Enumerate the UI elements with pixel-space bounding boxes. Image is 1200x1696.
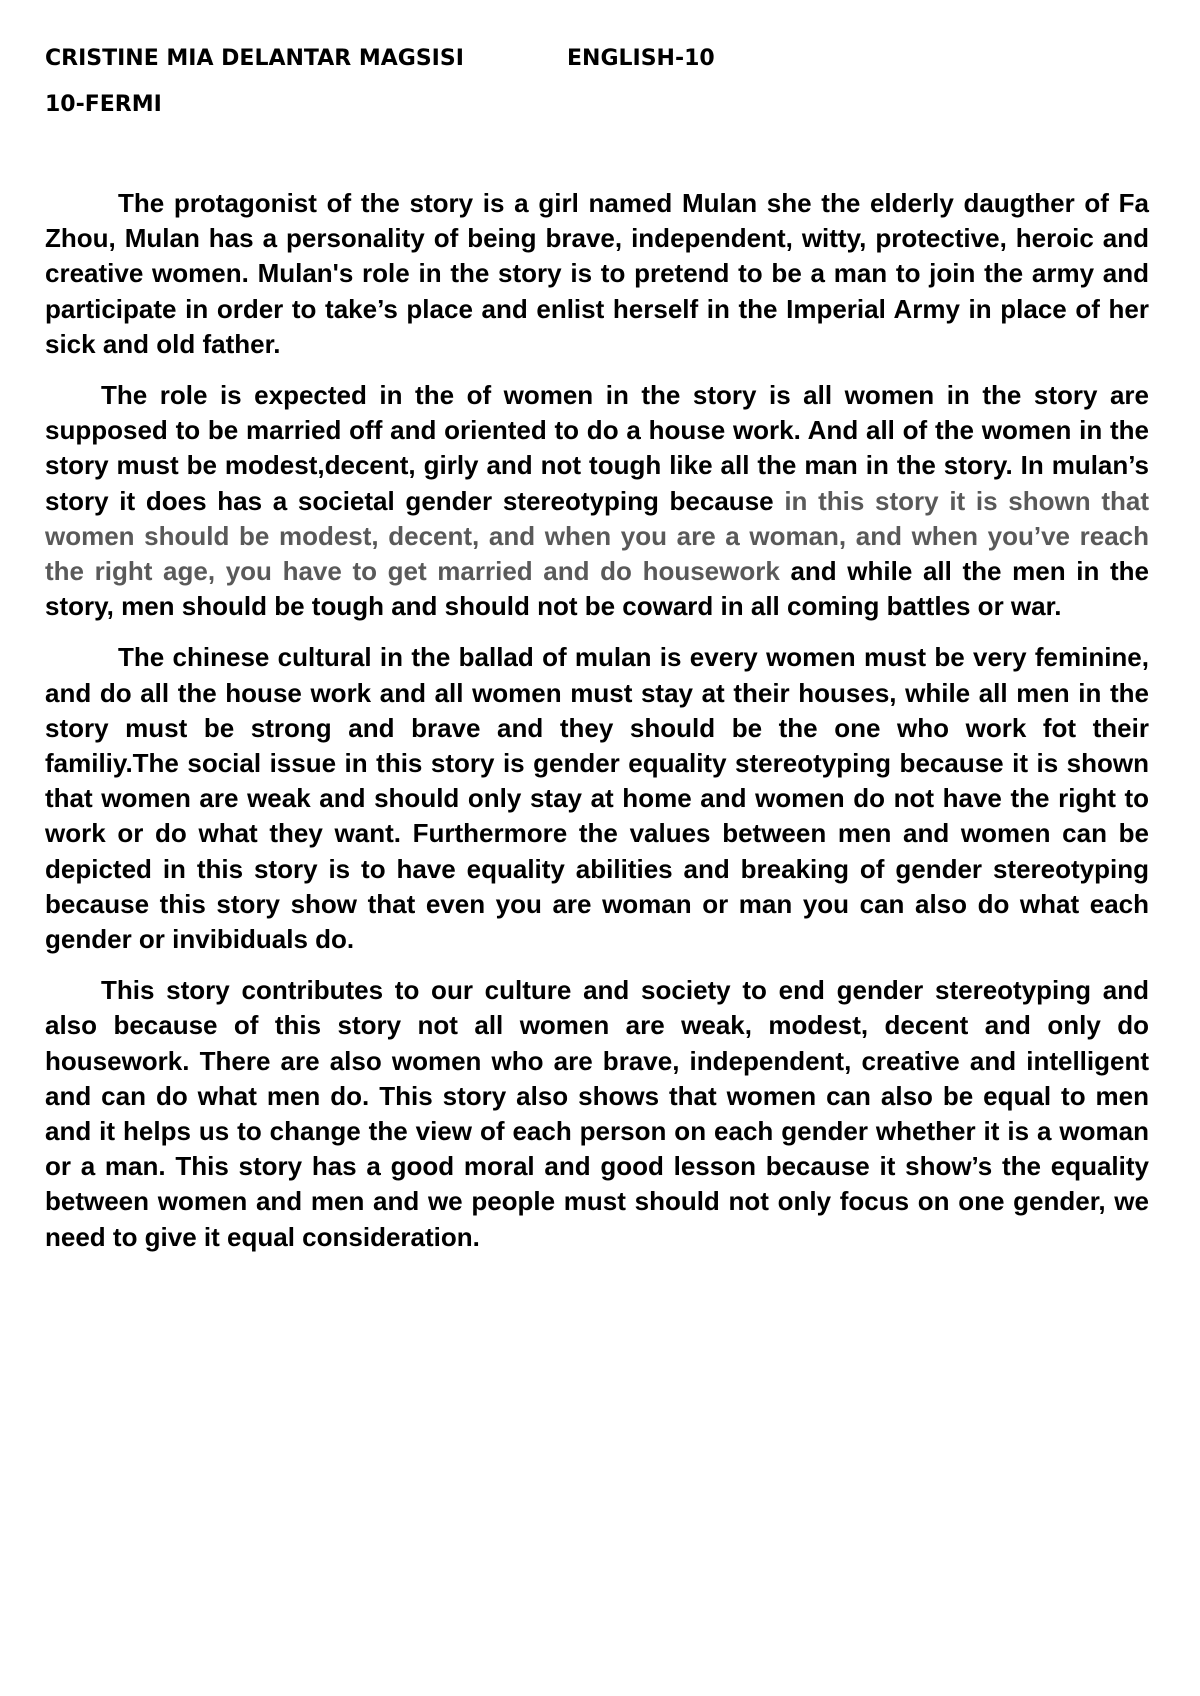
paragraph-2-part-3: and while all the men in the story, men should be tough and should not be coward in all coming battles or war. [45, 556, 1149, 622]
paragraph-4: This story contributes to our culture and society to end gender stereotyping and also because of this story not all women are weak, modest, decent and only do housework. There are also women who are brave, independent, creative and intelligent and can do what men do. This story also shows that women can also be equal to men and it helps us to change the view of each person on each gender whether it is a woman or a man. This story has a good moral and good lesson because it show’s the equality between women and men and we people must should not only focus on one gender, we need to give it equal consideration. [45, 975, 1149, 1252]
paragraph-2-gray-text: in this story it is shown that women should be modest, decent, and when you are a woman, and when you’ve reach the right age, you have to get married and do housework [45, 485, 1149, 587]
paragraph-2-part-1: The role is expected in the of women in the story is all women in the story are supposed to be married off and oriented to do a house work. And all of the women in the story must be modest,decent, girly and not tough like all the man in the story. In mulan’s story it does has a societal gender stereotyping because [45, 380, 1149, 516]
document-header [45, 44, 715, 120]
paragraph-1: The protagonist of the story is a girl named Mulan she the elderly daugther of Fa Zhou, Mulan has a personality of being brave, independent, witty, protective, heroic and creative women. Mulan's role in the story is to pretend to be a man to join the army and participate in order to take’s place and enlist herself in the Imperial Army in place of her sick and old father. [45, 188, 1149, 359]
subject-label: ENGLISH-10 [567, 46, 715, 71]
header-line-1 [45, 44, 715, 74]
section-label: 10-FERMI [45, 92, 162, 117]
paragraph-3: The chinese cultural in the ballad of mulan is every women must be very feminine, and do all the house work and all women must stay at their houses, while all men in the story must be strong and brave and they should be the one who work fot their familiy.The social issue in this story is gender equality stereotyping because it is shown that women are weak and should only stay at home and women do not have the right to work or do what they want. Furthermore the values between men and women can be depicted in this story is to have equality abilities and breaking of gender stereotyping because this story show that even you are woman or man you can also do what each gender or invibiduals do. [45, 642, 1149, 955]
student-name: CRISTINE MIA DELANTAR MAGSISI [45, 46, 464, 71]
essay-body [45, 186, 1149, 1271]
header-line-2 [45, 90, 715, 120]
paragraph-2 [45, 378, 1149, 624]
